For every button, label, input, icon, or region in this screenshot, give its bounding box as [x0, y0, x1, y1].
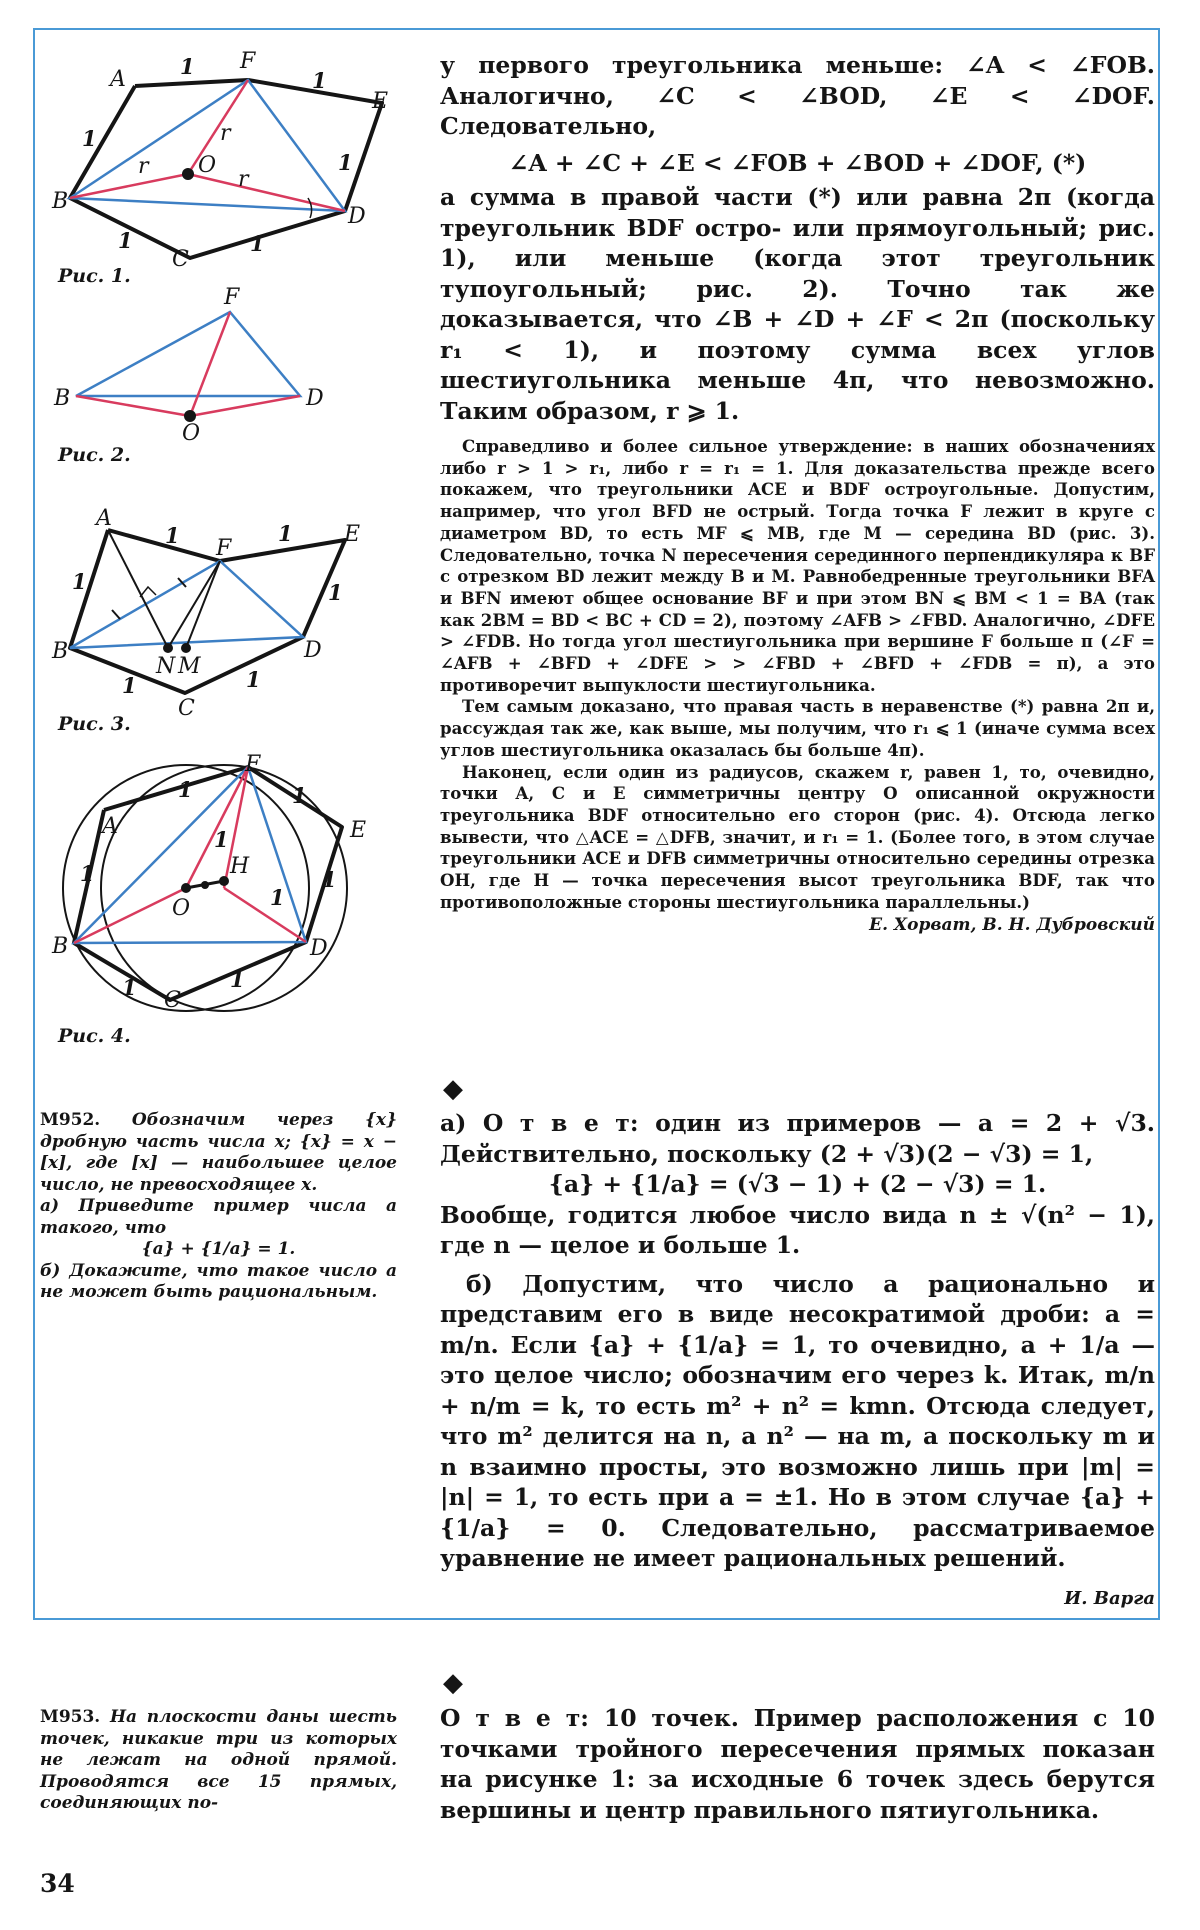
side-af-1: 1	[178, 777, 193, 802]
label-d: D	[348, 204, 366, 229]
label-b: B	[52, 189, 69, 214]
tick-mark-1	[112, 610, 120, 619]
radius-of	[188, 80, 248, 174]
problem-m953	[40, 1707, 397, 1815]
inequality-formula: ∠A + ∠C + ∠E < ∠FOB + ∠BOD + ∠DOF, (*)	[508, 148, 1087, 177]
side-ed-1: 1	[338, 150, 353, 175]
figure-1-drawing	[52, 48, 400, 272]
side-ab-1: 1	[72, 569, 87, 594]
diamond-separator-2: ◆	[443, 1668, 463, 1698]
label-f: F	[216, 536, 232, 561]
author-signature: Е. Хорват, В. Н. Дубровский	[869, 915, 1155, 936]
label-d: D	[306, 386, 324, 411]
label-f: F	[245, 752, 261, 777]
solution-answer: О т в е т: 10 точек. Пример расположения с 10 точками тройного пересечения прямых показан на рисунке 1: за исходные 6 точек здесь берутся вершины и центр правильного пятиугольника.	[440, 1704, 1155, 1824]
figure-4-caption: Рис. 4.	[58, 1025, 131, 1047]
problem-m952	[40, 1110, 397, 1304]
label-f: F	[224, 285, 240, 310]
label-e: E	[372, 89, 389, 114]
figure-2	[54, 285, 400, 446]
orthocenter-h	[219, 876, 229, 886]
center-o	[182, 168, 194, 180]
figure-3-caption: Рис. 3.	[58, 713, 131, 735]
label-m: M	[178, 654, 201, 679]
problem-part-a: а) Приведите пример числа a такого, что	[40, 1196, 397, 1238]
segment-fn	[168, 561, 220, 648]
solution-paragraph-1: у первого треугольника меньше: ∠A < ∠FOB. Аналогично, ∠C < ∠BOD, ∠E < ∠DOF. Следовательно,	[440, 51, 1155, 140]
label-b: B	[52, 639, 69, 664]
problem-part-b: б) Докажите, что такое число a не может быть рациональным.	[40, 1260, 397, 1302]
figure-2-drawing	[54, 285, 400, 446]
figure-1-caption: Рис. 1.	[58, 265, 131, 287]
angle-mark	[308, 198, 312, 218]
solution-continued	[440, 50, 1155, 935]
diamond-separator-1: ◆	[443, 1074, 463, 1104]
segment-hd-1: 1	[270, 885, 285, 910]
hexagon-outline	[70, 530, 345, 693]
side-bc-1: 1	[122, 975, 137, 1000]
side-fe-1: 1	[292, 783, 307, 808]
label-r2: r	[138, 154, 149, 179]
page-number: 34	[40, 1869, 75, 1898]
segment-fm	[186, 561, 220, 648]
label-r3: r	[238, 167, 249, 192]
figure-4-drawing	[52, 752, 400, 1015]
label-a: A	[102, 814, 118, 839]
radius-ob	[74, 888, 186, 943]
side-ed-1: 1	[328, 580, 343, 605]
figure-3-drawing	[52, 506, 400, 721]
side-fe-1: 1	[278, 521, 293, 546]
small-paragraph-3: Наконец, если один из радиусов, скажем r, равен 1, то, очевидно, точки A, C и E симметричны центру O описанной окружности треугольника BDF относительно его сторон (рис. 4). Отсюда легко вывести, что △ACE = △DFB, значит, и r₁ = 1. (Более того, в этом случае треугольники ACE и DFB симметричны относительно середины отрезка OH, где H — точка пересечения высот треугольника BDF, так что противоположные стороны шестиугольника параллельны.)	[440, 761, 1155, 912]
figure-2-caption: Рис. 2.	[58, 444, 131, 466]
side-fe-1: 1	[312, 68, 327, 93]
label-e: E	[350, 818, 367, 843]
radius-of	[190, 312, 230, 416]
radius-od	[190, 396, 300, 416]
label-d: D	[304, 638, 322, 663]
problem-statement: Обозначим через {x} дробную часть числа x; {x} = x − [x], где [x] — наибольшее целое число, не превосходящее x.	[40, 1110, 398, 1195]
figure-1	[52, 48, 400, 272]
label-f: F	[240, 49, 256, 74]
segment-hd	[224, 888, 306, 942]
label-r1: r	[220, 121, 231, 146]
small-paragraph-1: Справедливо и более сильное утверждение: в наших обозначениях либо r > 1 > r₁, либо r = r₁ = 1. Для доказательства прежде всего покажем, что треугольники ACE и BDF остроугольные. Допустим, например, что угол BFD не острый. Тогда точка F лежит в круге с диаметром BD, то есть MF ⩽ MB, где M — середина BD (рис. 3). Следовательно, точка N пересечения серединного перпендикуляра к BF с отрезком BD лежит между B и M. Равнобедренные треугольники BFA и BFN имеют общее основание BF и при этом BN ⩽ BM < 1 = BA (так как 2BM = BD < BC + CD = 2), поэтому ∠AFB > ∠FBD. Аналогично, ∠DFE > ∠FDB. Но тогда угол шестиугольника при вершине F больше π (∠F = ∠AFB + ∠BFD + ∠DFE > > ∠FBD + ∠BFD + ∠FDB = π), а это противоречит выпуклости шестиугольника.	[440, 436, 1155, 695]
figure-3	[52, 506, 400, 721]
label-d: D	[310, 936, 328, 961]
problem-statement: На плоскости даны шесть точек, никакие три из которых не лежат на одной прямой. Проводятся все 15 прямых, соединяющих по-	[40, 1707, 397, 1813]
problem-id: М953.	[40, 1707, 101, 1727]
figure-4	[52, 752, 400, 1015]
triangle-bdf-obtuse	[76, 312, 300, 396]
side-bc-1: 1	[118, 228, 133, 253]
label-a: A	[96, 506, 112, 531]
midpoint-oh	[201, 881, 209, 889]
side-cd-1: 1	[230, 967, 245, 992]
label-o: O	[182, 421, 201, 446]
side-af-1: 1	[180, 54, 195, 79]
solution-b: б) Допустим, что число a рационально и представим его в виде несократимой дроби: a = m/n. Если {a} + {1/a} = 1, то очевидно, a + 1/a — это целое число; обозначим его через k. Итак, m/n + n/m = k, то есть m² + n² = kmn. Отсюда следует, что m² делится на n, а n² — на m, а поскольку m и n взаимно просты, это возможно лишь при |m| = |n| = 1, то есть при a = ±1. Но в этом случае {a} + {1/a} = 0. Следовательно, рассматриваемое уравнение не имеет рациональных решений.	[440, 1269, 1155, 1572]
side-ed-1: 1	[322, 867, 337, 892]
side-bc-1: 1	[122, 673, 137, 698]
solution-a-intro: а) О т в е т: один из примеров — a = 2 + √3. Действительно, поскольку (2 + √3)(2 − √3) = 1,	[440, 1109, 1155, 1168]
solution-a-general: Вообще, годится любое число вида n ± √(n² − 1), где n — целое и больше 1.	[440, 1200, 1155, 1259]
center-o	[181, 883, 191, 893]
label-o: O	[172, 896, 191, 921]
side-cd-1: 1	[250, 231, 265, 256]
side-af-1: 1	[165, 523, 180, 548]
side-cd-1: 1	[246, 667, 261, 692]
label-h: H	[230, 854, 250, 879]
radius-ob	[76, 396, 190, 416]
problem-id: М952.	[40, 1110, 101, 1130]
triangle-bdf	[70, 561, 303, 648]
small-paragraph-2: Тем самым доказано, что правая часть в неравенстве (*) равна 2π и, рассуждая так же, как выше, мы получим, что r₁ ⩽ 1 (иначе сумма всех углов шестиугольника оказалась бы больше 4π).	[440, 696, 1155, 760]
label-a: A	[110, 67, 126, 92]
label-b: B	[54, 386, 71, 411]
label-c: C	[172, 247, 189, 272]
solution-paragraph-2: а сумма в правой части (*) или равна 2π (когда треугольник BDF остро- или прямоугольный; рис. 1), или меньше (когда этот треугольник тупоугольный; рис. 2). Точно так же доказывается, что ∠B + ∠D + ∠F < 2π (поскольку r₁ < 1), и поэтому сумма всех углов шестиугольника меньше 4π, что невозможно. Таким образом, r ⩾ 1.	[440, 183, 1155, 425]
hexagon-outline	[70, 80, 382, 258]
label-b: B	[52, 934, 69, 959]
label-o: O	[198, 153, 217, 178]
problem-part-a-formula: {a} + {1/a} = 1.	[141, 1239, 296, 1259]
side-ab-1: 1	[82, 126, 97, 151]
point-m	[181, 643, 191, 653]
segment-fh-1: 1	[214, 827, 229, 852]
author-signature: И. Варга	[1064, 1587, 1155, 1609]
label-n: N	[156, 654, 176, 679]
label-c: C	[178, 696, 195, 721]
side-ab-1: 1	[80, 861, 95, 886]
segment-an	[108, 530, 168, 648]
point-n	[163, 643, 173, 653]
label-e: E	[344, 522, 361, 547]
label-c: C	[164, 988, 181, 1013]
solution-a-formula: {a} + {1/a} = (√3 − 1) + (2 − √3) = 1.	[548, 1170, 1047, 1198]
solution-m953	[440, 1703, 1155, 1825]
solution-m952	[440, 1108, 1155, 1614]
